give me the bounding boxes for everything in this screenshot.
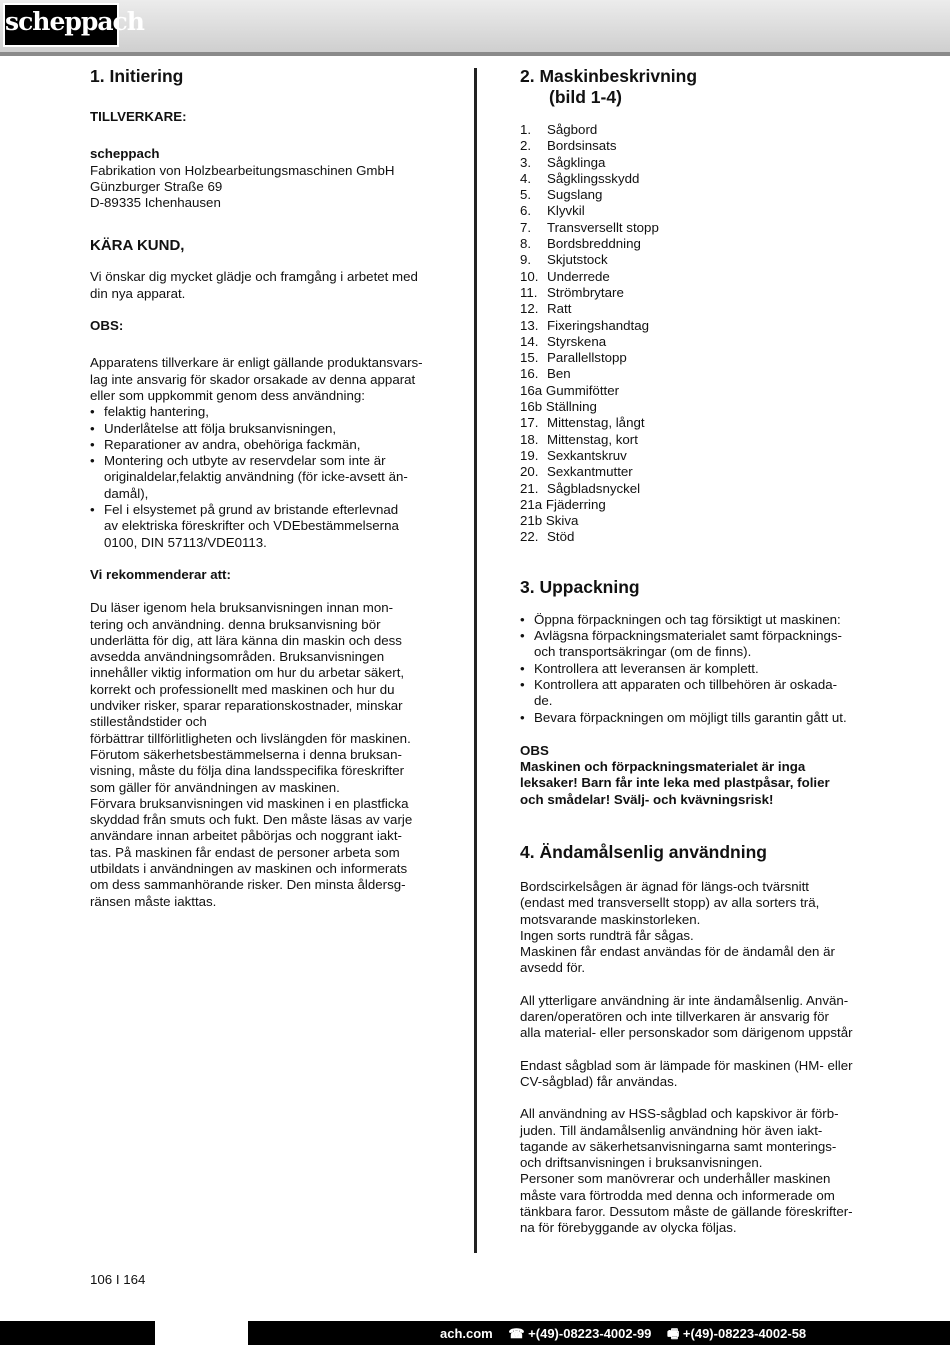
obs-heading: OBS	[520, 742, 549, 758]
recommend-line: Du läser igenom hela bruksanvisningen innan mon-	[90, 600, 394, 616]
recommend-line: tas. På maskinen får endast de personer arbeta som	[90, 844, 400, 860]
parts-list-item: 16a Gummifötter	[520, 382, 620, 398]
recommend-line: om dess sammanhörande risker. Den minsta åldersg-	[90, 877, 406, 893]
bullet-item: • Kontrollera att leveransen är komplett.	[520, 661, 870, 677]
parts-list-item: 13. Fixeringshandtag	[520, 317, 650, 333]
bullet-item: • Öppna förpackningen och tag försiktigt ut maskinen:	[520, 612, 870, 628]
fax-text: 🖷 +(49)-08223-4002-58	[667, 1326, 807, 1341]
bullet-item: • Underlåtelse att följa bruksanvisningen,	[90, 421, 445, 437]
page-footer	[0, 1321, 950, 1345]
obs-warning-line: och smådelar! Svälj- och kvävningsrisk!	[520, 791, 774, 807]
parts-list-item: 19. Sexkantskruv	[520, 447, 627, 463]
intended-paragraph-1	[520, 879, 870, 977]
footer-gap	[155, 1321, 248, 1345]
recommend-heading: Vi rekommenderar att:	[90, 566, 231, 582]
intro-line: Vi önskar dig mycket glädje och framgång i arbetet med	[90, 269, 418, 285]
recommend-line: Förutom säkerhetsbestämmelserna i denna bruksan-	[90, 746, 402, 762]
section-title-maskinbeskrivning: 2. Maskinbeskrivning (bild 1-4)	[520, 66, 698, 107]
liability-line: Apparatens tillverkare är enligt gällande produktansvars-	[90, 355, 423, 371]
bullet-item: • Fel i elsystemet på grund av bristande efterlevnad av elektriska föreskrifter och VDEbestämmelserna 0100, DIN 57113/VDE0113.	[90, 502, 445, 551]
section-title-uppackning: 3. Uppackning	[520, 576, 640, 597]
bullet-item: • Kontrollera att apparaten och tillbehören är oskada- de.	[520, 677, 870, 710]
liability-paragraph	[90, 355, 445, 404]
parts-list-item: 14. Styrskena	[520, 333, 607, 349]
column-divider	[474, 68, 477, 1253]
liability-line: eller som uppkommit genom dess användning:	[90, 387, 365, 403]
intended-line: måste vara förtrodda med denna och informerade om	[520, 1187, 835, 1203]
recommend-line: användare innan arbeitet påbörjas och noggrant iakt-	[90, 828, 402, 844]
recommend-line: avsedda användningsområden. Bruksanvisningen	[90, 649, 385, 665]
bullet-item: • Montering och utbyte av reservdelar som inte är originaldelar,felaktig användning (för icke-avsett än- damål),	[90, 453, 445, 502]
intro-line: din nya apparat.	[90, 285, 186, 301]
recommend-line: som gäller för användningen av maskinen.	[90, 779, 340, 795]
parts-list-item: 8. Bordsbreddning	[520, 236, 641, 252]
recommend-line: stilleståndstider och	[90, 714, 207, 730]
parts-list-item: 16. Ben	[520, 366, 571, 382]
parts-list-item: 11. Strömbrytare	[520, 284, 624, 300]
obs-heading: OBS:	[90, 318, 124, 334]
recommend-line: Förvara bruksanvisningen vid maskinen i en plastficka	[90, 795, 409, 811]
dear-customer-heading: KÄRA KUND,	[90, 237, 185, 255]
recommend-line: förbättrar tillförlitligheten och livslängden för maskinen.	[90, 730, 411, 746]
bullet-item: • Reparationer av andra, obehöriga fackmän,	[90, 437, 445, 453]
liability-line: lag inte ansvarig för skador orsakade av denna apparat	[90, 371, 416, 387]
logo-text: scheppach	[5, 7, 144, 36]
intended-line: Personer som manövrerar och underhåller maskinen	[520, 1171, 831, 1187]
recommend-line: visning, måste du följa dina landsspecifika föreskrifter	[90, 763, 405, 779]
intended-line: na för förebyggande av olycka följas.	[520, 1220, 737, 1236]
intended-line: CV-sågblad) får användas.	[520, 1073, 678, 1089]
parts-list-item: 5. Sugslang	[520, 187, 603, 203]
recommend-line: underlätta för dig, att lära känna din maskin och dess	[90, 632, 402, 648]
parts-list-item: 3. Sågklinga	[520, 154, 606, 170]
parts-list-item: 18. Mittenstag, kort	[520, 431, 638, 447]
obs-warning-line: leksaker! Barn får inte leka med plastpåsar, folier	[520, 775, 830, 791]
phone-text: ☎ +(49)-08223-4002-99	[508, 1326, 652, 1341]
intended-line: Bordscirkelsågen är ägnad för längs-och tvärsnitt	[520, 878, 809, 894]
company-address-line: D-89335 Ichenhausen	[90, 195, 221, 211]
intended-line: och driftsanvisningen i bruksanvisningen.	[520, 1155, 763, 1171]
intended-line: (endast med transversellt stopp) av alla sorters trä,	[520, 895, 820, 911]
intended-paragraph-4	[520, 1106, 870, 1236]
intended-line: tänkbara faror. Dessutom måste de gällande föreskrifter-	[520, 1204, 853, 1220]
company-address-line: Günzburger Straße 69	[90, 178, 223, 194]
company-address-line: Fabrikation von Holzbearbeitungsmaschinen GmbH	[90, 162, 395, 178]
parts-list-item: 21b Skiva	[520, 513, 579, 529]
section-title-andamalsenlig: 4. Ändamålsenlig användning	[520, 841, 767, 862]
company-name: scheppach	[90, 146, 160, 162]
parts-list-item: 21. Sågbladsnyckel	[520, 480, 641, 496]
parts-list-item: 7. Transversellt stopp	[520, 219, 659, 235]
right-column	[520, 64, 870, 1237]
page-number: 106 I 164	[90, 1272, 146, 1287]
obs-warning-line: Maskinen och förpackningsmaterialet är inga	[520, 759, 806, 775]
manufacturer-heading: TILLVERKARE:	[90, 109, 187, 124]
parts-list	[520, 122, 870, 546]
intended-line: Maskinen får endast användas för de ändamål den är	[520, 944, 835, 960]
recommend-line: undviker risker, sparar reparationskostnader, minskar	[90, 698, 403, 714]
parts-list-item: 21a Fjäderring	[520, 496, 606, 512]
parts-list-item: 10. Underrede	[520, 268, 610, 284]
recommend-line: tering och användning. denna bruksanvisning bör	[90, 616, 381, 632]
parts-list-item: 20. Sexkantmutter	[520, 464, 633, 480]
bullet-item: • felaktig hantering,	[90, 404, 445, 420]
parts-list-item: 12. Ratt	[520, 301, 572, 317]
intro-paragraph	[90, 269, 445, 302]
recommend-line: ränsen måste iakttas.	[90, 893, 217, 909]
bullet-item: • Bevara förpackningen om möjligt tills garantin gått ut.	[520, 710, 870, 726]
intended-line: tagande av säkerhetsanvisningarna samt monterings-	[520, 1138, 837, 1154]
recommend-paragraph	[90, 600, 445, 910]
intended-line: juden. Till ändamålsenlig användning hör även iakt-	[520, 1122, 823, 1138]
parts-list-item: 2. Bordsinsats	[520, 138, 617, 154]
parts-list-item: 6. Klyvkil	[520, 203, 585, 219]
unpack-bullet-list	[520, 612, 870, 726]
parts-list-item: 16b Ställning	[520, 399, 597, 415]
scheppach-logo	[3, 3, 144, 47]
parts-list-item: 15. Parallellstopp	[520, 350, 627, 366]
intended-line: All användning av HSS-sågblad och kapskivor är förb-	[520, 1106, 839, 1122]
recommend-line: innehåller viktig information om hur du arbetar säkert,	[90, 665, 405, 681]
intended-paragraph-2	[520, 993, 870, 1042]
parts-list-item: 9. Skjutstock	[520, 252, 608, 268]
recommend-line: korrekt och professionellt med maskinen och hur du	[90, 681, 395, 697]
recommend-line: utbildats i användningen av maskinen och informerats	[90, 860, 408, 876]
website-text: ach.com	[440, 1326, 493, 1341]
left-column	[90, 64, 445, 910]
intended-line: Ingen sorts rundträ får sågas.	[520, 927, 694, 943]
section-title-initiering: 1. Initiering	[90, 66, 184, 86]
intended-line: avsedd för.	[520, 960, 586, 976]
intended-paragraph-3	[520, 1058, 870, 1091]
recommend-line: skyddad från smuts och fukt. Den måste läsas av varje	[90, 812, 413, 828]
intended-line: All ytterligare användning är inte ändamålsenlig. Använ-	[520, 992, 849, 1008]
intended-line: daren/operatören och inte tillverkaren är ansvarig för	[520, 1009, 829, 1025]
parts-list-item: 1. Sågbord	[520, 122, 598, 137]
intended-line: alla material- eller personskador som därigenom uppstår	[520, 1025, 853, 1041]
parts-list-item: 4. Sågklingsskydd	[520, 170, 640, 186]
intended-line: Endast sågblad som är lämpade för maskinen (HM- eller	[520, 1057, 853, 1073]
page-header	[0, 0, 950, 56]
bullet-item: • Avlägsna förpackningsmaterialet samt förpacknings- och transportsäkringar (om de finns).	[520, 628, 870, 661]
parts-list-item: 22. Stöd	[520, 529, 575, 545]
liability-bullet-list	[90, 404, 445, 551]
parts-list-item: 17. Mittenstag, långt	[520, 415, 645, 431]
footer-contact	[440, 1325, 818, 1347]
intended-line: motsvarande maskinstorleken.	[520, 911, 701, 927]
